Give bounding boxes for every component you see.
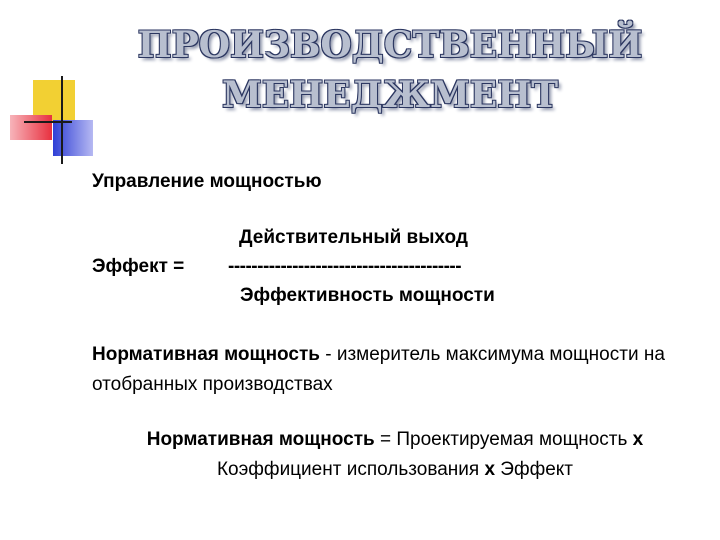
definition-text: - измеритель максимума мощности на отобранных производствах xyxy=(92,344,665,395)
times-sign-1: x xyxy=(632,429,644,450)
capacity-definition xyxy=(92,340,692,400)
title-line-2: МЕНЕДЖМЕНТ xyxy=(221,74,559,116)
formula-fraction-bar: ---------------------------------------- xyxy=(228,256,462,277)
logo-horizontal-line xyxy=(24,121,72,123)
product-part-3: Эффект xyxy=(495,459,574,480)
logo-red-rectangle xyxy=(10,115,52,140)
formula-numerator: Действительный выход xyxy=(239,227,468,248)
logo-blue-square xyxy=(53,120,93,156)
product-part-1: = Проектируемая мощность xyxy=(374,429,633,450)
product-part-2: Коэффициент использования xyxy=(216,459,485,480)
decorative-logo xyxy=(0,0,110,170)
formula-denominator: Эффективность мощности xyxy=(240,285,495,306)
section-heading: Управление мощностью xyxy=(92,171,322,192)
times-sign-2: x xyxy=(484,459,496,480)
title-line-1: ПРОИЗВОДСТВЕННЫЙ xyxy=(137,24,643,66)
product-term: Нормативная мощность xyxy=(146,429,375,450)
slide-title xyxy=(110,20,670,120)
capacity-product-formula xyxy=(90,425,700,485)
formula-lhs: Эффект = xyxy=(92,256,185,277)
effect-formula xyxy=(92,223,712,318)
logo-vertical-line xyxy=(61,76,63,164)
definition-term: Нормативная мощность xyxy=(92,344,320,365)
